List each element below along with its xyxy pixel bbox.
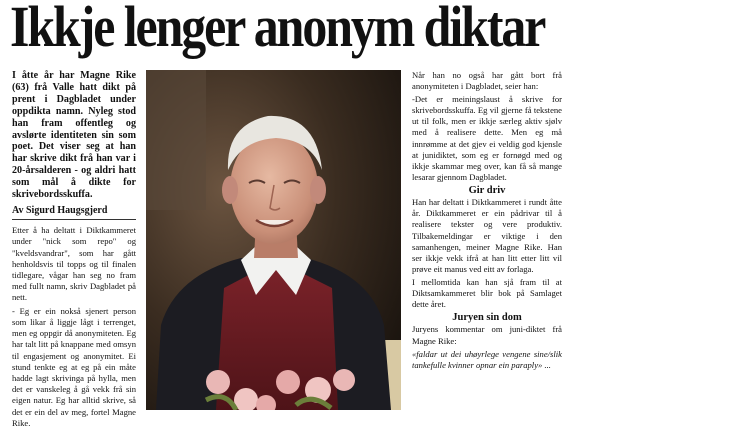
col3-paragraph-3: I mellomtida kan han sjå fram til at Diktsamkammeret blir bok på Samlaget dette året.: [412, 276, 562, 310]
col3-paragraph-4: Juryens kommentar om juni-diktet frå Magne Rike:: [412, 324, 562, 346]
portrait-photo: [146, 70, 401, 410]
body-paragraph-2: - Eg er ein nokså sjenert person som likar å liggje lågt i terrenget, men eg oppgir då anonymiteten. Eg har talt litt på knappane med omsyn til engasjement og anonymitet. Ei stund tenkte eg at eg på ein måte hadde lagt skrivinga på hylla, men det er vanskeleg å gå vekk frå sin eigen natur. Eg har alltid skrive, så det er ein del av meg, fortel Magne Rike.: [12, 305, 136, 428]
lead-paragraph: I åtte år har Magne Rike (63) frå Valle hatt dikt på prent i Dagbladet under oppdikta namn. Nyleg stod han fram offentleg og avslørte identiteten sin som poet. Det viser seg at han har skrive dikt frå han var i 20-årsalderen - og aldri hatt som mål å dikte for skrivebordsskuffa.: [12, 70, 136, 201]
portrait-illustration: [146, 70, 401, 410]
subhead-gir-driv: Gir driv: [468, 184, 506, 196]
col3-quote: -Det er meiningslaust å skrive for skrivebordsskuffa. Eg vil gjerne få tekstene ut til folk, men er ikkje særleg aktiv sjølv med å realisere dette. Men eg må innrømme at det gjev ei veldig god kjensle at junidiktet, som eg er fornøgd med og ikkje skammar meg over, kan få så mange lesarar gjennom Dagbladet.: [412, 94, 562, 182]
left-column: [12, 70, 136, 431]
subhead-juryen: Juryen sin dom: [452, 312, 522, 324]
col3-poem-quote: «faldar ut dei uhøyrlege vengene sine/slik tankefulle kvinner opnar ein paraply» ...: [412, 348, 562, 370]
body-paragraph-1: Etter å ha deltatt i Diktkammeret under "nick som repo" og "kveldsvandrar", som har gått henholdsvis til topps og til finalen tidlegare, vågar han seg no fram med fullt namn, skriv Dagbladet på nett.: [12, 225, 136, 303]
blank-right-area: [575, 60, 729, 410]
byline: Av Sigurd Haugsgjerd: [12, 205, 136, 220]
col3-intro: Når han no også har gått bort frå anonymiteten i Dagbladet, seier han:: [412, 70, 562, 92]
left-column-body: [12, 225, 136, 429]
right-article-column: [412, 70, 562, 373]
col3-paragraph-2: Han har deltatt i Diktkammeret i rundt åtte år. Diktkammeret er ein pådrivar til å realisere tekster og vere produktiv. Tilbakemeldingar er viktige i den samanhengen, meiner Magne Rike. Han ser ikkje vekk ifrå at han litt etter litt vil prøve eit manus ved eitt av forlaga.: [412, 197, 562, 274]
headline: Ikkje lenger anonym diktar: [10, 0, 545, 59]
